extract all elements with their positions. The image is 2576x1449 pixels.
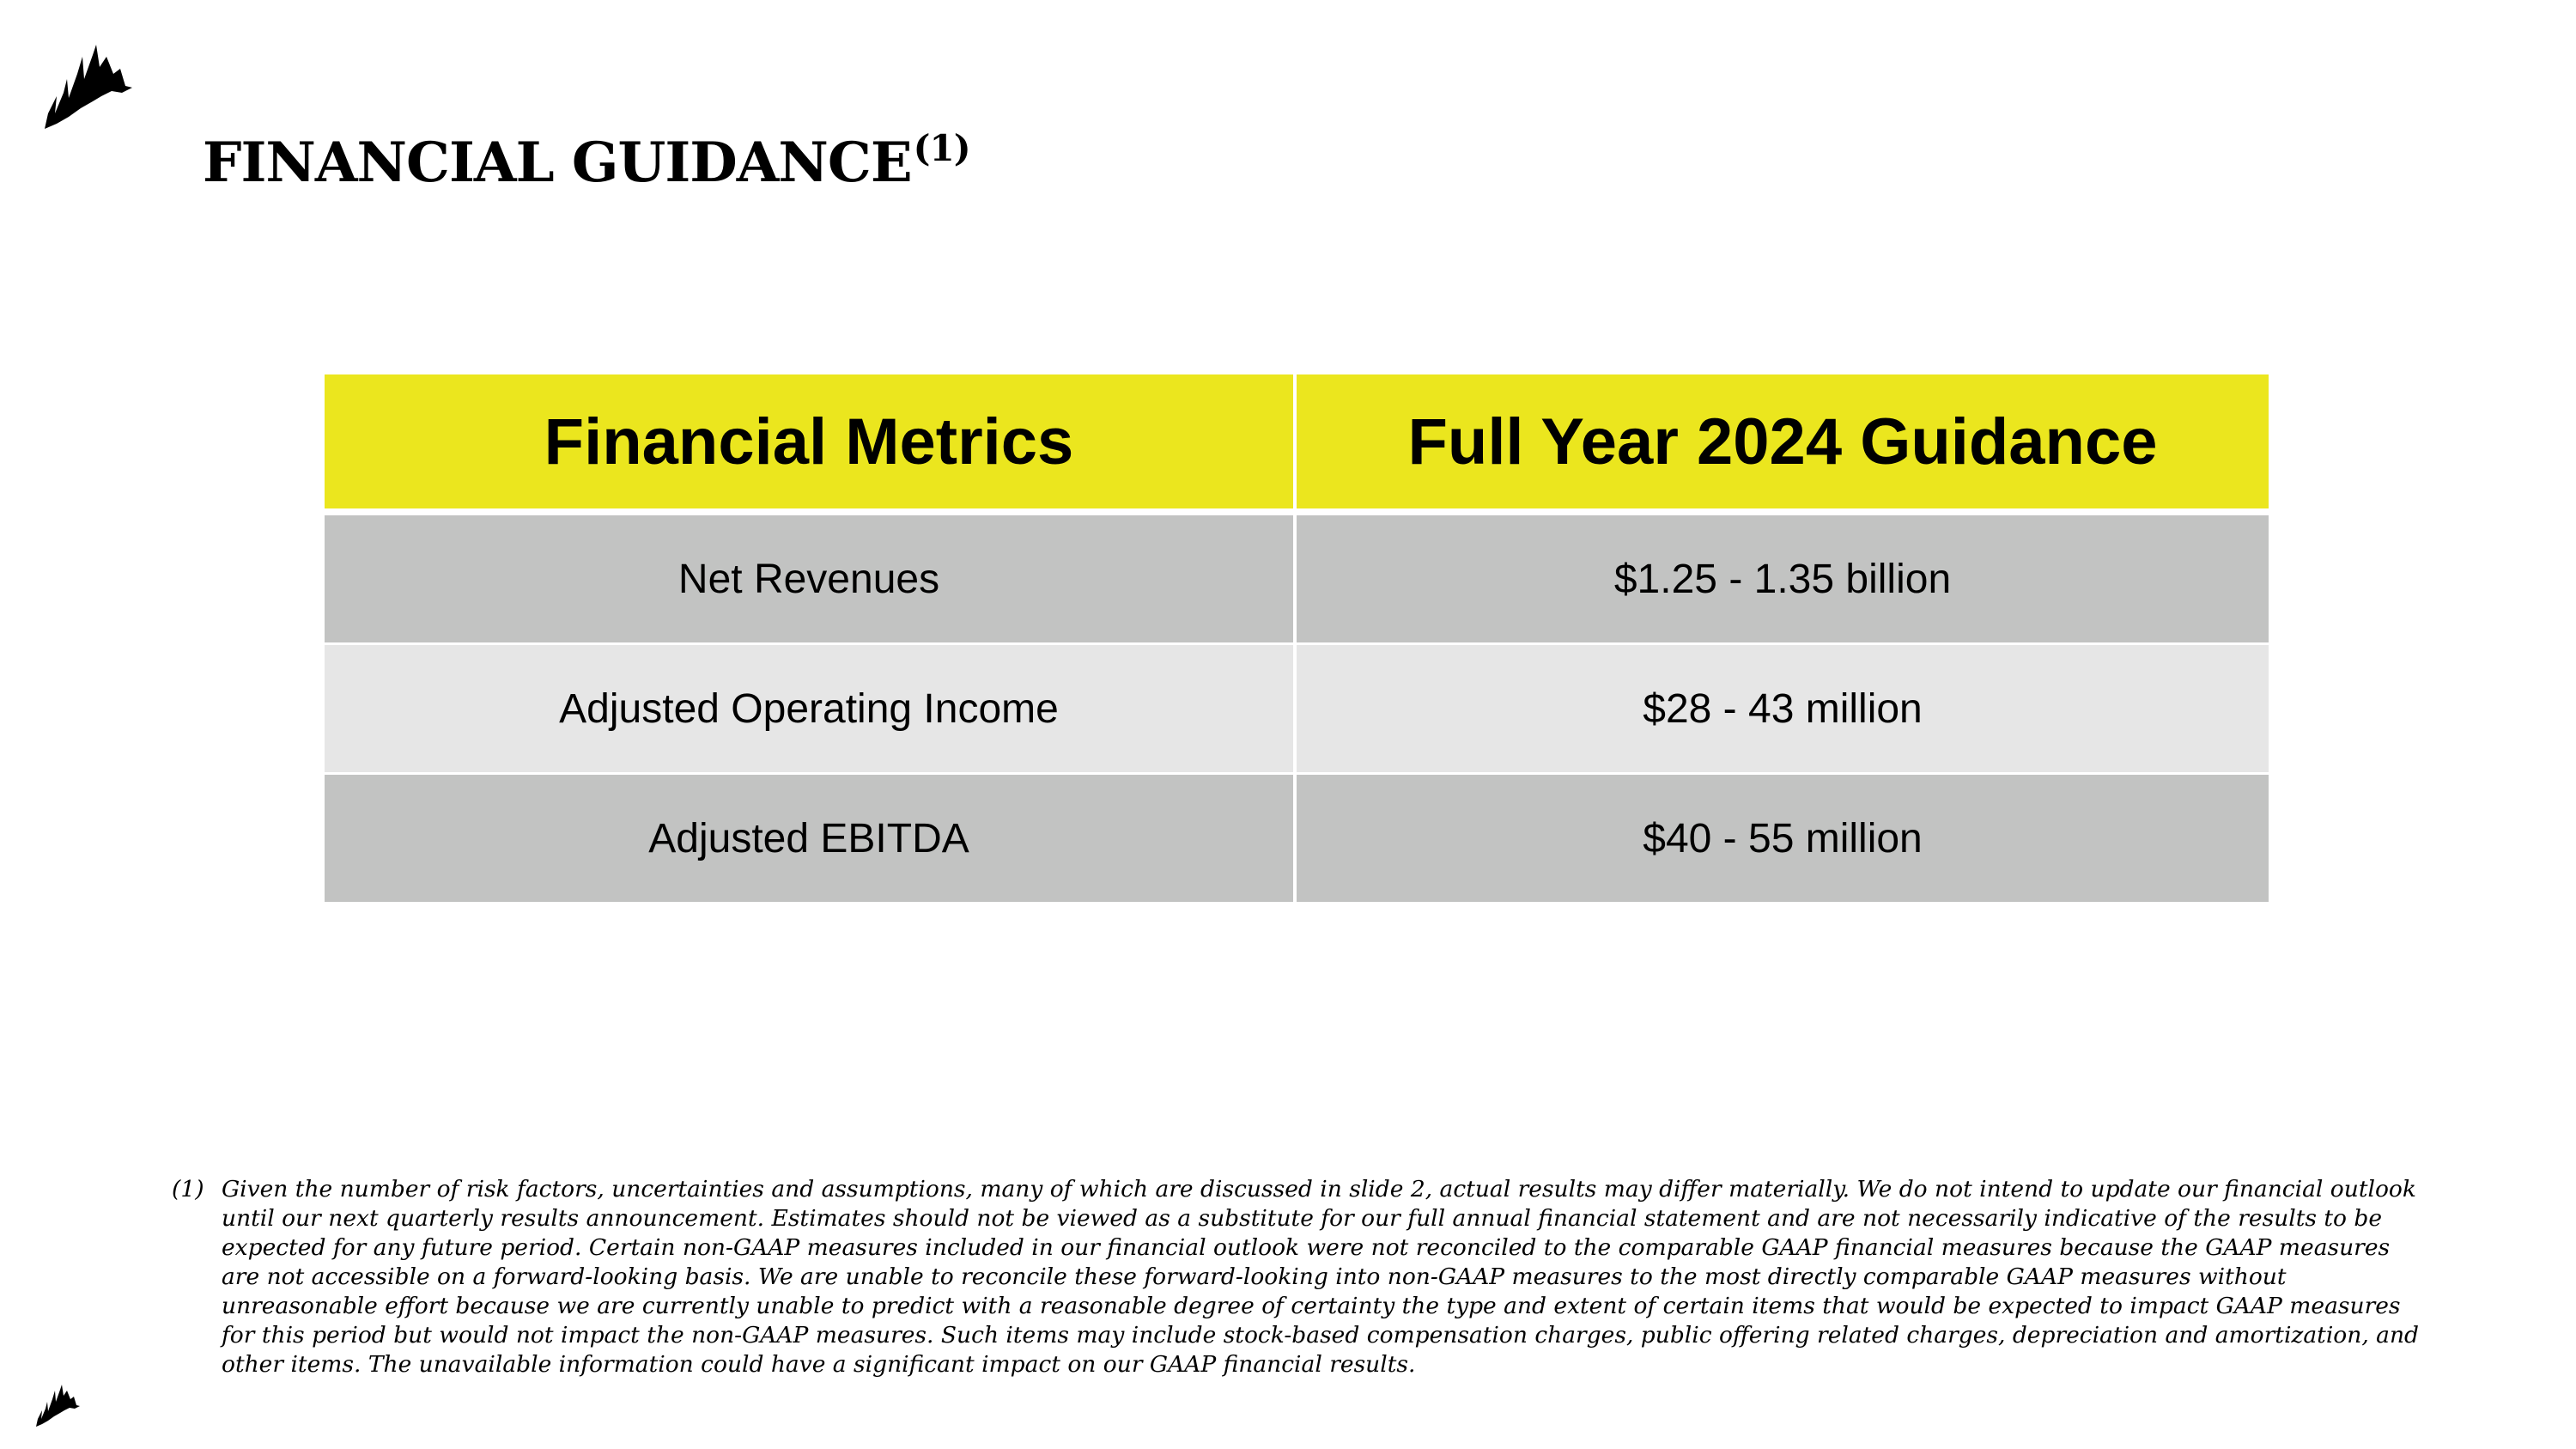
footnote-text: Given the number of risk factors, uncertainties and assumptions, many of which are discussed in slide 2, actual results may differ materially. We do not intend to update our financial outlook until our next quarterly results announcement. Estimates should not be viewed as a substitute for our full annual financial statement and are not necessarily indicative of the results to be expected for any future period. Certain non-GAAP measures included in our financial outlook were not reconciled to the comparable GAAP financial measures because the GAAP measures are not accessible on a forward-looking basis. We are unable to reconcile these forward-looking into non-GAAP measures to the most directly comparable GAAP measures without unreasonable effort because we are currently unable to predict with a reasonable degree of certainty the type and extent of certain items that would be expected to impact GAAP measures for this period but would not impact the non-GAAP measures. Such items may include stock-based compensation charges, public offering related charges, depreciation and amortization, and other items. The unavailable information could have a significant impact on our GAAP financial results. bbox=[222, 1176, 2419, 1378]
guidance-cell: $40 - 55 million bbox=[1297, 772, 2269, 902]
sails-logo-small-icon bbox=[34, 1385, 81, 1428]
sails-logo-icon bbox=[43, 45, 132, 131]
guidance-cell: $1.25 - 1.35 billion bbox=[1297, 515, 2269, 642]
page-title: FINANCIAL GUIDANCE$^{(1)}$ bbox=[203, 127, 970, 195]
table-row bbox=[325, 642, 2269, 772]
guidance-cell: $28 - 43 million bbox=[1297, 642, 2269, 772]
header-financial-metrics: Financial Metrics bbox=[325, 374, 1297, 515]
metric-cell: Adjusted EBITDA bbox=[325, 772, 1297, 902]
footnote bbox=[172, 1175, 2421, 1379]
header-full-year-guidance: Full Year 2024 Guidance bbox=[1297, 374, 2269, 515]
table-row bbox=[325, 772, 2269, 902]
metric-cell: Net Revenues bbox=[325, 515, 1297, 642]
table-header-row bbox=[325, 374, 2269, 515]
title-footnote-marker: (1) bbox=[913, 127, 970, 169]
table-row bbox=[325, 515, 2269, 642]
footnote-marker: (1) bbox=[172, 1176, 204, 1202]
metric-cell: Adjusted Operating Income bbox=[325, 642, 1297, 772]
guidance-table bbox=[325, 374, 2269, 902]
